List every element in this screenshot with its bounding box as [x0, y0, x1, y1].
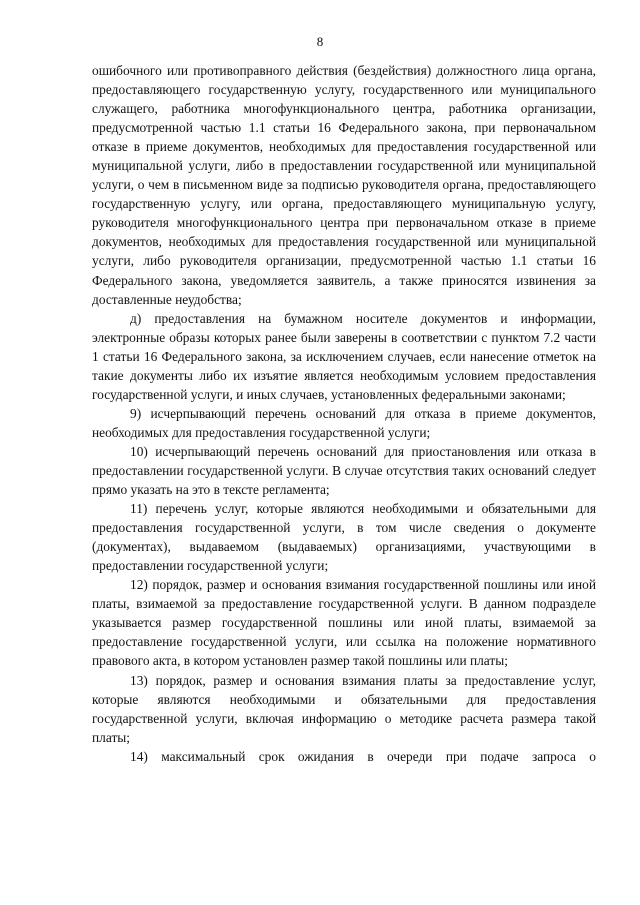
page-number: 8 — [316, 34, 324, 49]
document-body — [92, 61, 596, 766]
paragraph-8: 14) максимальный срок ожидания в очереди при подаче запроса о — [130, 748, 596, 764]
paragraph-4: 10) исчерпывающий перечень оснований для приостановления или отказа в предоставлении государственной услуги. В случае отсутствия таких оснований следует прямо указать на это в тексте регламента; — [92, 443, 596, 498]
paragraph-7: 13) порядок, размер и основания взимания платы за предоставление услуг, которые являются необходимыми и обязательными для предоставления государственной услуги, включая информацию о методике расчета размера такой платы; — [92, 672, 596, 745]
paragraph-6: 12) порядок, размер и основания взимания государственной пошлины или иной платы, взимаемой за предоставление государственной услуги. В данном подразделе указывается размер государственной пошлины или иной платы, взимаемой за предоставление государственной услуги, или ссылка на положение нормативного правового акта, в котором установлен размер такой пошлины или платы; — [92, 577, 596, 669]
paragraph-1: ошибочного или противоправного действия (бездействия) должностного лица органа, предоставляющего государственную услугу, государственного или муниципального служащего, работника многофункционального центра, работника организации, предусмотренной частью 1.1 статьи 16 Федерального закона, при первоначальном отказе в приеме документов, необходимых для предоставления государственной или муниципальной услуги, либо в предоставлении государственной или муниципальной услуги, о чем в письменном виде за подписью руководителя органа, предоставляющего государственную услугу, или органа, предоставляющего муниципальную услугу, руководителя многофункционального центра при первоначальном отказе в приеме документов, необходимых для предоставления государственной или муниципальной услуги, либо руководителя организации, предусмотренной частью 1.1 статьи 16 Федерального закона, уведомляется заявитель, а также приносятся извинения за доставленные неудобства; — [92, 63, 596, 307]
paragraph-3: 9) исчерпывающий перечень оснований для отказа в приеме документов, необходимых для предоставления государственной услуги; — [92, 405, 596, 440]
paragraph-2: д) предоставления на бумажном носителе документов и информации, электронные образы которых ранее были заверены в соответствии с пунктом 7.2 части 1 статьи 16 Федерального закона, за исключением случаев, если нанесение отметок на такие документы либо их изъятие является необходимым условием предоставления государственной услуги, и иных случаев, установленных федеральными законами; — [92, 310, 596, 402]
paragraph-5: 11) перечень услуг, которые являются необходимыми и обязательными для предоставления государственной услуги, в том числе сведения о документе (документах), выдаваемом (выдаваемых) организациями, участвующими в предоставлении государственной услуги; — [92, 501, 596, 574]
